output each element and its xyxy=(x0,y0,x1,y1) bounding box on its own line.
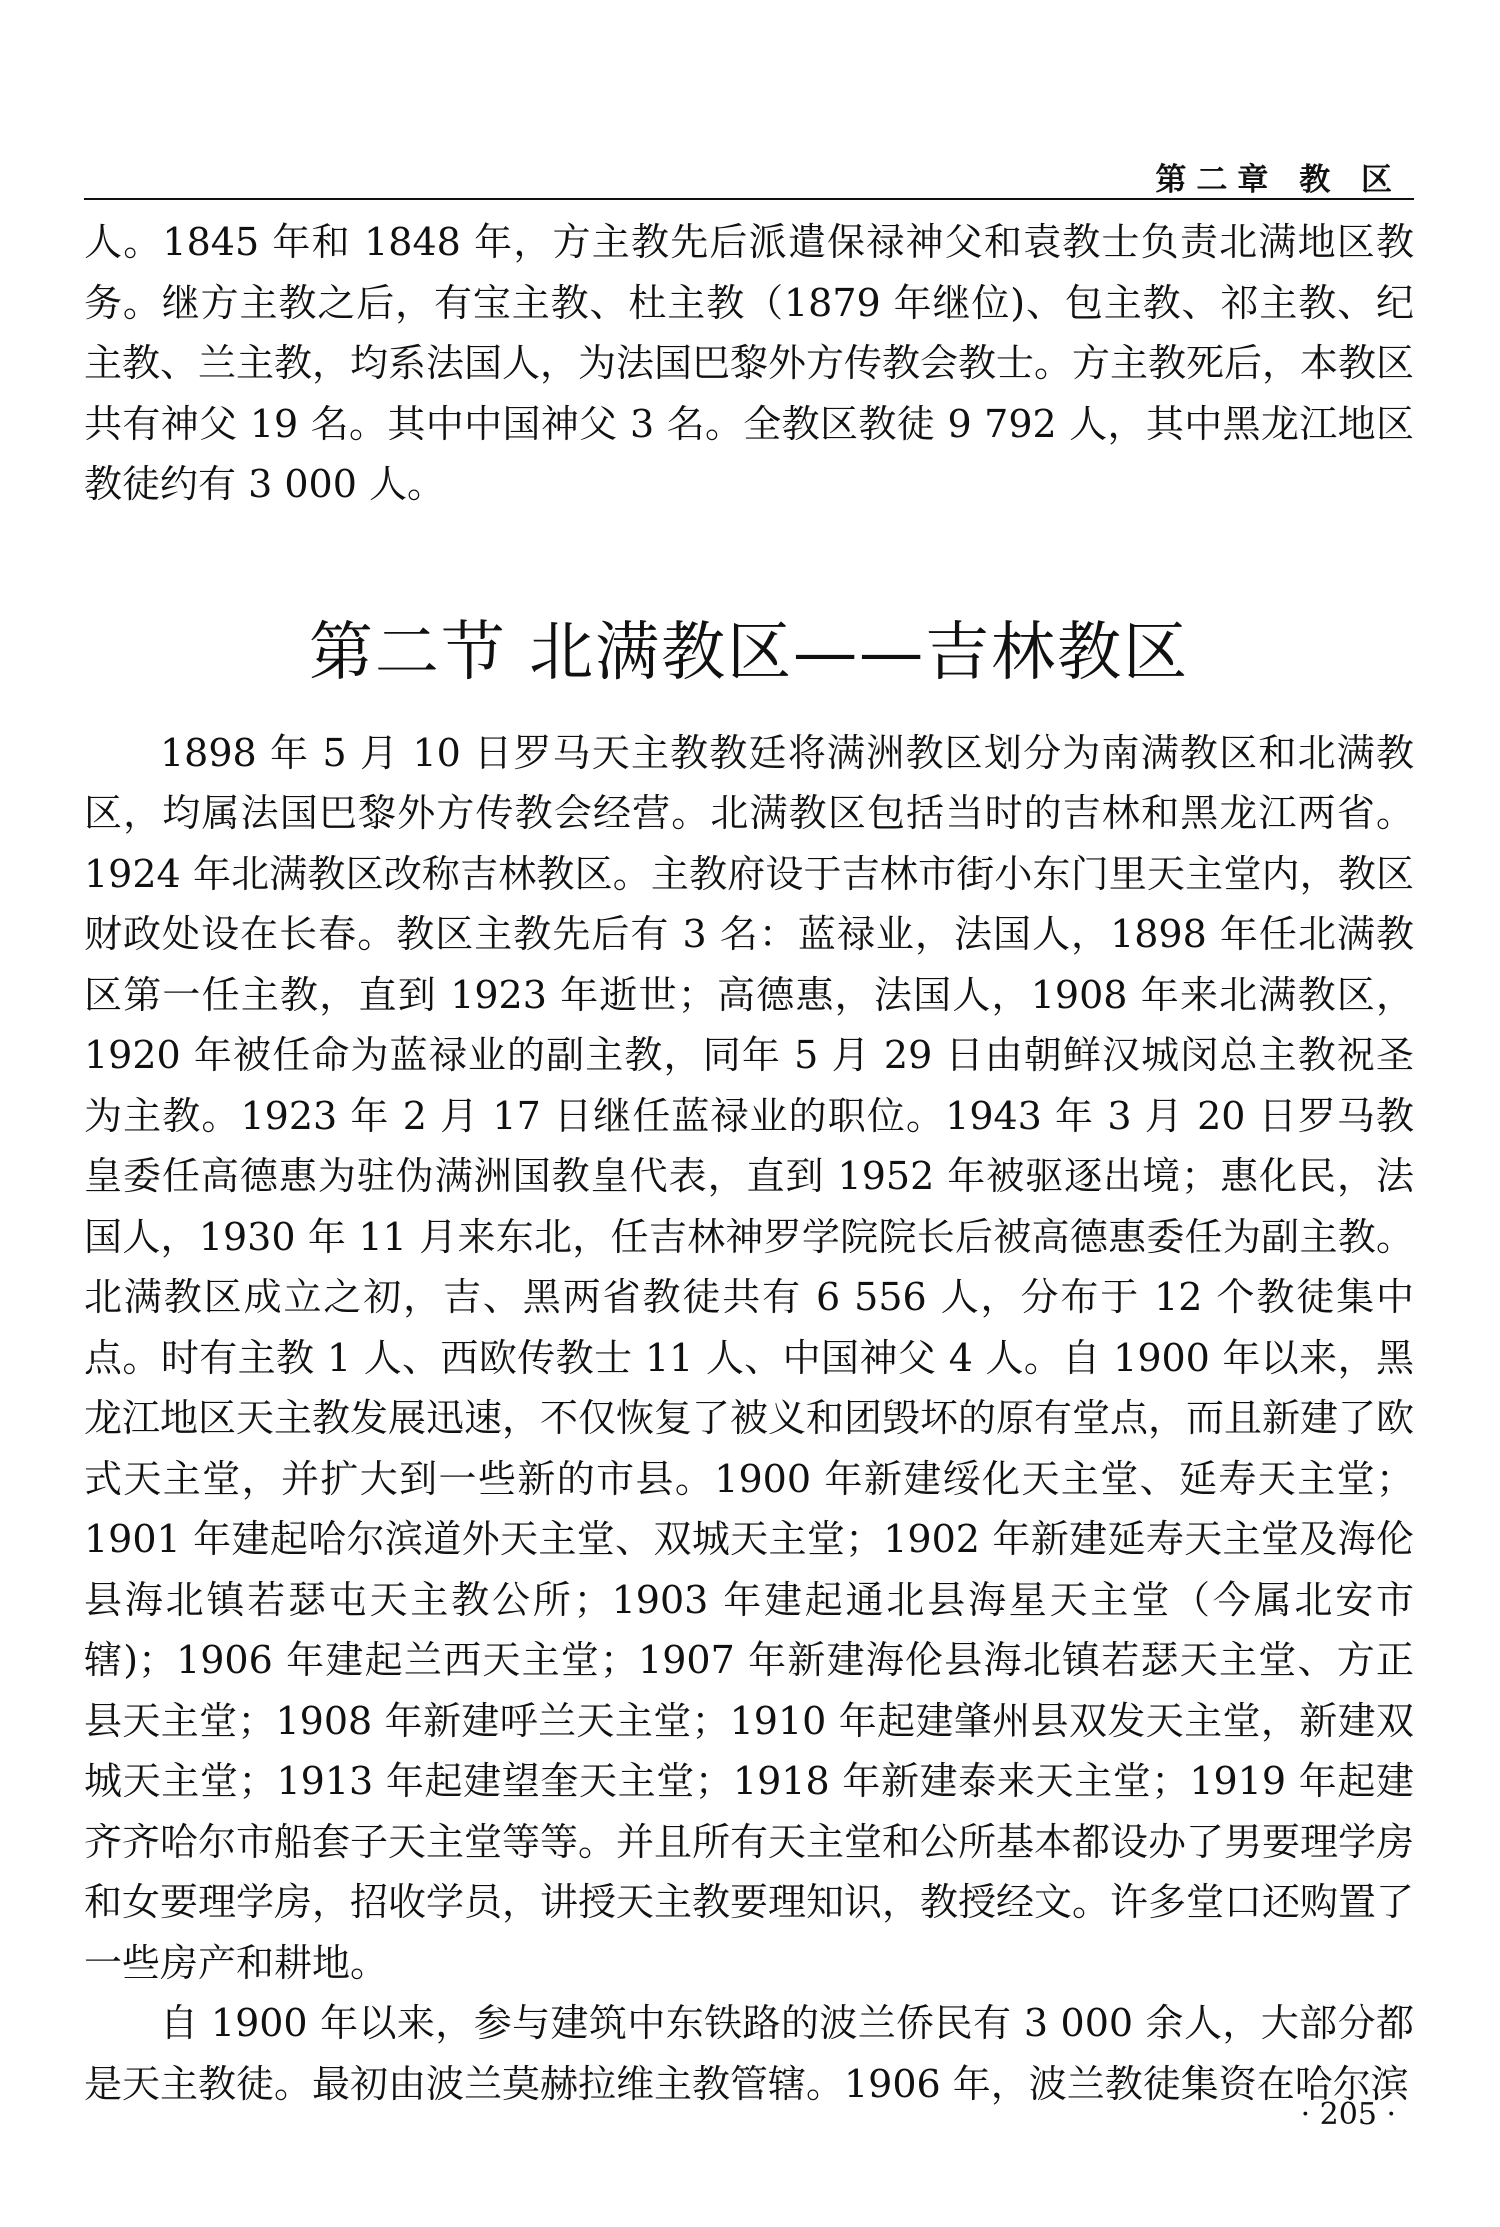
running-header xyxy=(84,150,1414,200)
paragraph: 自 1900 年以来，参与建筑中东铁路的波兰侨民有 3 000 余人，大部分都是天主教徒。最初由波兰莫赫拉维主教管辖。1906 年，波兰教徒集资在哈尔滨 xyxy=(84,2001,1414,2106)
paragraph-continued: 人。1845 年和 1848 年，方主教先后派遣保禄神父和袁教士负责北满地区教务。继方主教之后，有宝主教、杜主教（1879 年继位)、包主教、祁主教、纪主教、兰主教，均系法国人，为法国巴黎外方传教会教士。方主教死后，本教区共有神父 19 名。其中中国神父 3 名。全教区教徒 9 792 人，其中黑龙江地区教徒约有 3 000 人。 xyxy=(84,220,1415,506)
chapter-title: 第二章 教 区 xyxy=(1155,162,1402,198)
page-number: · 205 · xyxy=(1300,2097,1396,2132)
paragraph: 1898 年 5 月 10 日罗马天主教教廷将满洲教区划分为南满教区和北满教区，均属法国巴黎外方传教会经营。北满教区包括当时的吉林和黑龙江两省。1924 年北满教区改称吉林教区。主教府设于吉林市街小东门里天主堂内，教区财政处设在长春。教区主教先后有 3 名：蓝禄业，法国人，1898 年任北满教区第一任主教，直到 1923 年逝世；高德惠，法国人，1908 年来北满教区，1920 年被任命为蓝禄业的副主教，同年 5 月 29 日由朝鲜汉城闵总主教祝圣为主教。1923 年 2 月 17 日继任蓝禄业的职位。1943 年 3 月 20 日罗马教皇委任高德惠为驻伪满洲国教皇代表，直到 1952 年被驱逐出境；惠化民，法国人，1930 年 11 月来东北，任吉林神罗学院院长后被高德惠委任为副主教。北满教区成立之初，吉、黑两省教徒共有 6 556 人，分布于 12 个教徒集中点。时有主教 1 人、西欧传教士 11 人、中国神父 4 人。自 1900 年以来，黑龙江地区天主教发展迅速，不仅恢复了被义和团毁坏的原有堂点，而且新建了欧式天主堂，并扩大到一些新的市县。1900 年新建绥化天主堂、延寿天主堂；1901 年建起哈尔滨道外天主堂、双城天主堂；1902 年新建延寿天主堂及海伦县海北镇若瑟屯天主教公所；1903 年建起通北县海星天主堂（今属北安市辖)；1906 年建起兰西天主堂；1907 年新建海伦县海北镇若瑟天主堂、方正县天主堂；1908 年新建呼兰天主堂；1910 年起建肇州县双发天主堂，新建双城天主堂；1913 年起建望奎天主堂；1918 年新建泰来天主堂；1919 年起建齐齐哈尔市船套子天主堂等等。并且所有天主堂和公所基本都设办了男要理学房和女要理学房，招收学员，讲授天主教要理知识，教授经文。许多堂口还购置了一些房产和耕地。 xyxy=(84,730,1415,1985)
section-title: 第二节 北满教区——吉林教区 xyxy=(308,615,1190,690)
page-body xyxy=(84,212,1414,2114)
